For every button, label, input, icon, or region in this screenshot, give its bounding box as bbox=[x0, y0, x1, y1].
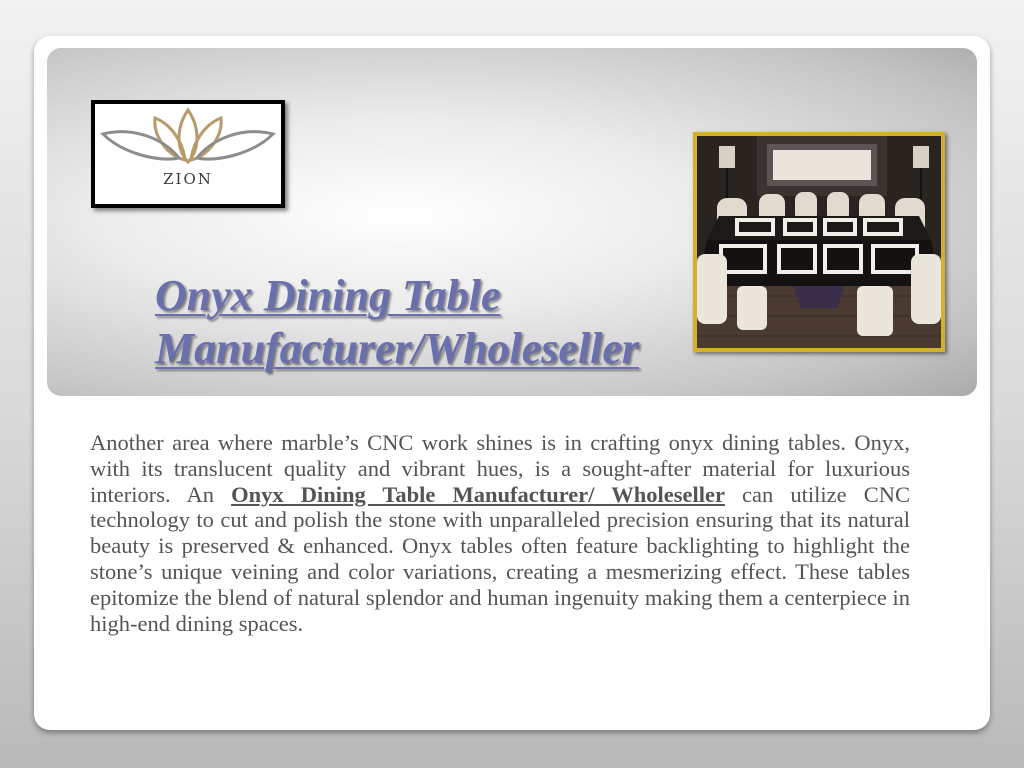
onyx-dining-table-link[interactable]: Onyx Dining Table Manufacturer/ Wholeseller bbox=[231, 481, 725, 507]
logo-text: ZION bbox=[163, 170, 213, 188]
leaf-crown-icon bbox=[95, 104, 281, 204]
title-line-1: Onyx Dining Table bbox=[155, 271, 501, 320]
body-text-before: Another area where marble’s CNC work shines is in crafting onyx dining tables. Onyx, with its translucent quality and vibrant hues, is a sought-after material for luxurious interiors. An bbox=[90, 430, 910, 507]
title-line-2: Manufacturer/Wholeseller bbox=[155, 323, 640, 373]
page-title bbox=[155, 270, 735, 376]
dining-room-photo-icon bbox=[697, 136, 941, 348]
dining-room-photo bbox=[693, 132, 945, 352]
body-text-after: can utilize CNC technology to cut and polish the stone with unparalleled precision ensuring that its natural beauty is preserved & enhanced. Onyx tables often feature backlighting to highlight the stone’s unique veining and color variations, creating a mesmerizing effect. These tables epitomize the blend of natural splendor and human ingenuity making them a centerpiece in high-end dining spaces. bbox=[90, 481, 910, 636]
body-paragraph bbox=[90, 430, 910, 636]
logo bbox=[91, 100, 285, 208]
